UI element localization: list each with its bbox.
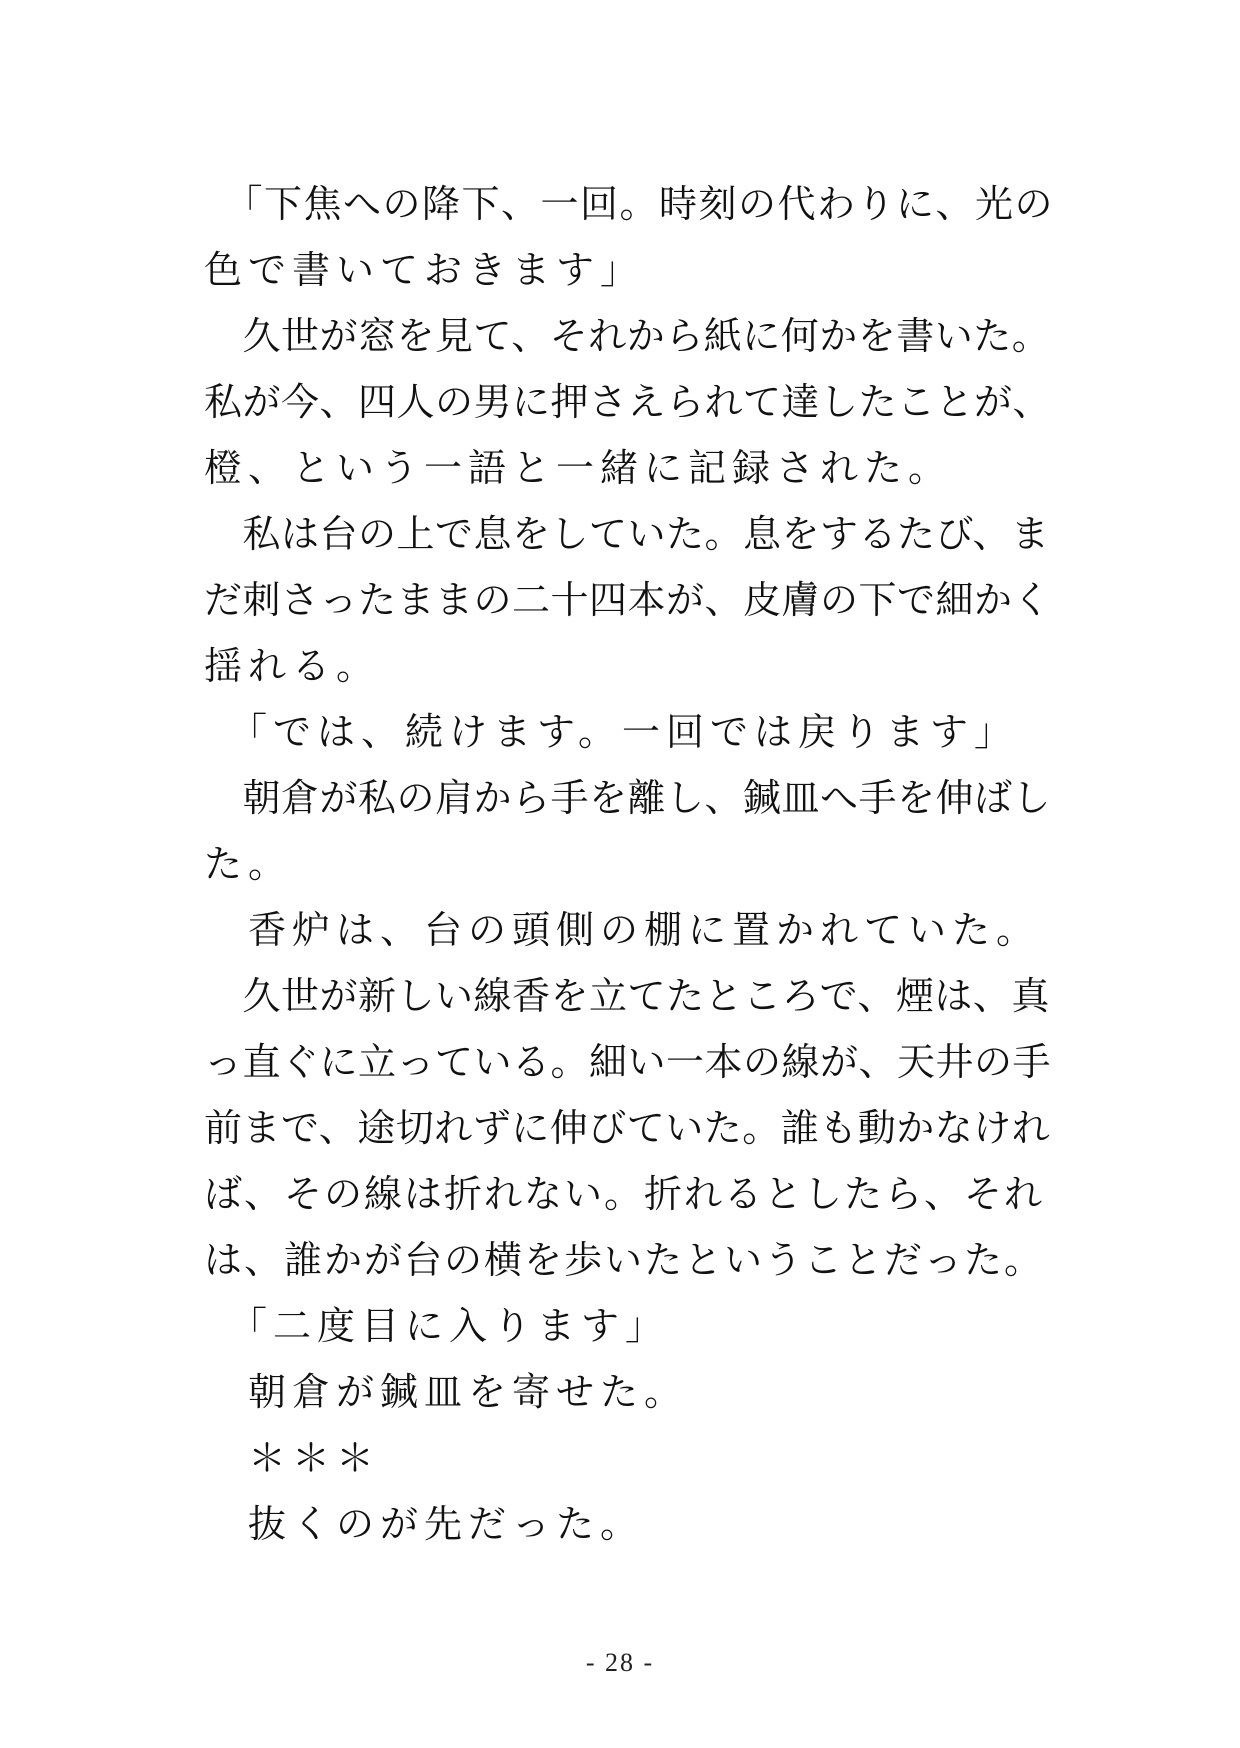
text-line: た。 — [204, 842, 293, 886]
text-line: 抜くのが先だった。 — [204, 1502, 645, 1546]
body-text — [204, 171, 1054, 1557]
text-line: 香炉は、台の頭側の棚に置かれていた。 — [204, 908, 1041, 952]
text-line: 前まで、途切れずに伸びていた。誰も動かなけれ — [204, 1106, 1051, 1150]
page-number: - 28 - — [585, 1648, 655, 1677]
scene-break: ＊＊＊ — [204, 1436, 381, 1480]
text-line: 橙、という一語と一緒に記録された。 — [204, 446, 953, 490]
text-line: 朝倉が鍼皿を寄せた。 — [204, 1370, 689, 1414]
text-line: ば、その線は折れない。折れるとしたら、それ — [204, 1172, 1045, 1216]
text-line: 私は台の上で息をしていた。息をするたび、ま — [204, 512, 1050, 556]
text-line: 久世が新しい線香を立てたところで、煙は、真 — [204, 974, 1050, 1018]
text-line: 色で書いておきます」 — [204, 248, 645, 292]
text-line: 「二度目に入ります」 — [204, 1304, 670, 1348]
text-line: は、誰かが台の横を歩いたということだった。 — [204, 1238, 1045, 1282]
text-line: 朝倉が私の肩から手を離し、鍼皿へ手を伸ばし — [204, 776, 1052, 820]
text-line: 久世が窓を見て、それから紙に何かを書いた。 — [204, 314, 1051, 358]
text-line: だ刺さったままの二十四本が、皮膚の下で細かく — [204, 578, 1052, 622]
text-line: 揺れる。 — [204, 644, 381, 688]
text-line: っ直ぐに立っている。細い一本の線が、天井の手 — [204, 1040, 1052, 1084]
text-line: 「下焦への降下、一回。時刻の代わりに、光の — [204, 182, 1055, 226]
text-line: 「では、続けます。一回では戻ります」 — [204, 710, 1018, 754]
text-line: 私が今、四人の男に押さえられて達したことが、 — [204, 380, 1052, 424]
